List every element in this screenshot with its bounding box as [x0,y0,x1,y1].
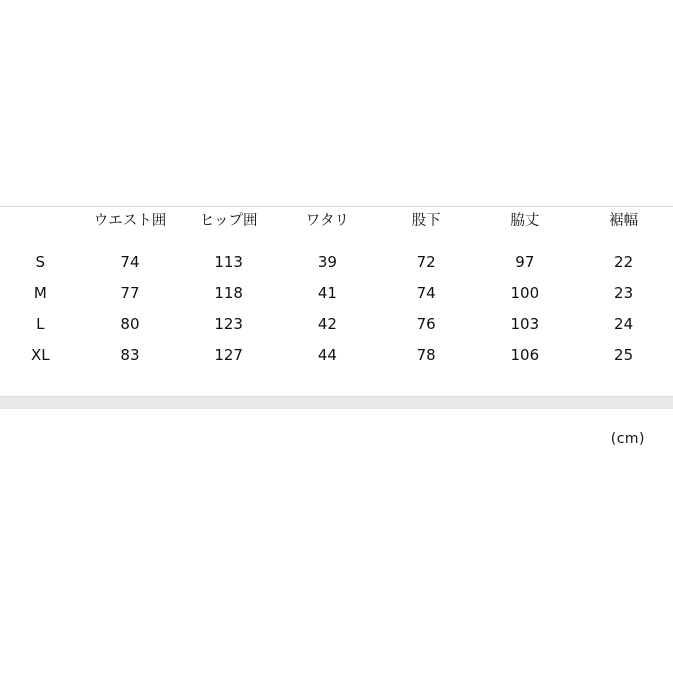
cell-waist: 83 [120,346,140,364]
header-hem-width: 裾幅 [609,213,639,230]
header-inseam: 股下 [411,213,441,230]
table-header [0,206,673,247]
table-row [0,340,673,371]
table-body [0,247,673,371]
unit-note: (cm) [610,431,645,447]
table-row [0,247,673,278]
cell-waist: 80 [120,315,140,333]
cell-thigh: 39 [317,253,337,271]
cell-thigh: 41 [317,284,337,302]
table-row [0,309,673,340]
cell-waist: 74 [120,253,140,271]
cell-hem-width: 25 [614,346,634,364]
cell-thigh: 42 [317,315,337,333]
cell-hip: 127 [214,346,243,364]
size-table [0,206,673,371]
header-thigh: ワタリ [305,213,350,230]
row-size-label: S [35,253,46,271]
cell-thigh: 44 [317,346,337,364]
row-size-label: M [33,284,47,302]
cell-outseam: 106 [510,346,540,364]
cell-hem-width: 22 [614,253,634,271]
cell-hip: 118 [214,284,243,302]
cell-outseam: 100 [510,284,540,302]
cell-hem-width: 24 [614,315,634,333]
header-hip: ヒップ囲 [199,213,258,230]
cell-inseam: 76 [416,315,436,333]
cell-hip: 113 [214,253,243,271]
header-size [0,206,81,247]
cell-outseam: 103 [510,315,540,333]
header-outseam: 脇丈 [510,213,540,230]
row-size-label: XL [30,346,50,364]
cell-outseam: 97 [515,253,535,271]
row-size-label: L [36,315,45,333]
cell-inseam: 72 [416,253,436,271]
cell-inseam: 78 [416,346,436,364]
cell-waist: 77 [120,284,140,302]
header-waist: ウエスト囲 [93,213,167,230]
cell-inseam: 74 [416,284,436,302]
footer-band [0,397,673,409]
table-header-row [0,206,673,247]
cell-hip: 123 [214,315,243,333]
cell-hem-width: 23 [614,284,634,302]
table-row [0,278,673,309]
